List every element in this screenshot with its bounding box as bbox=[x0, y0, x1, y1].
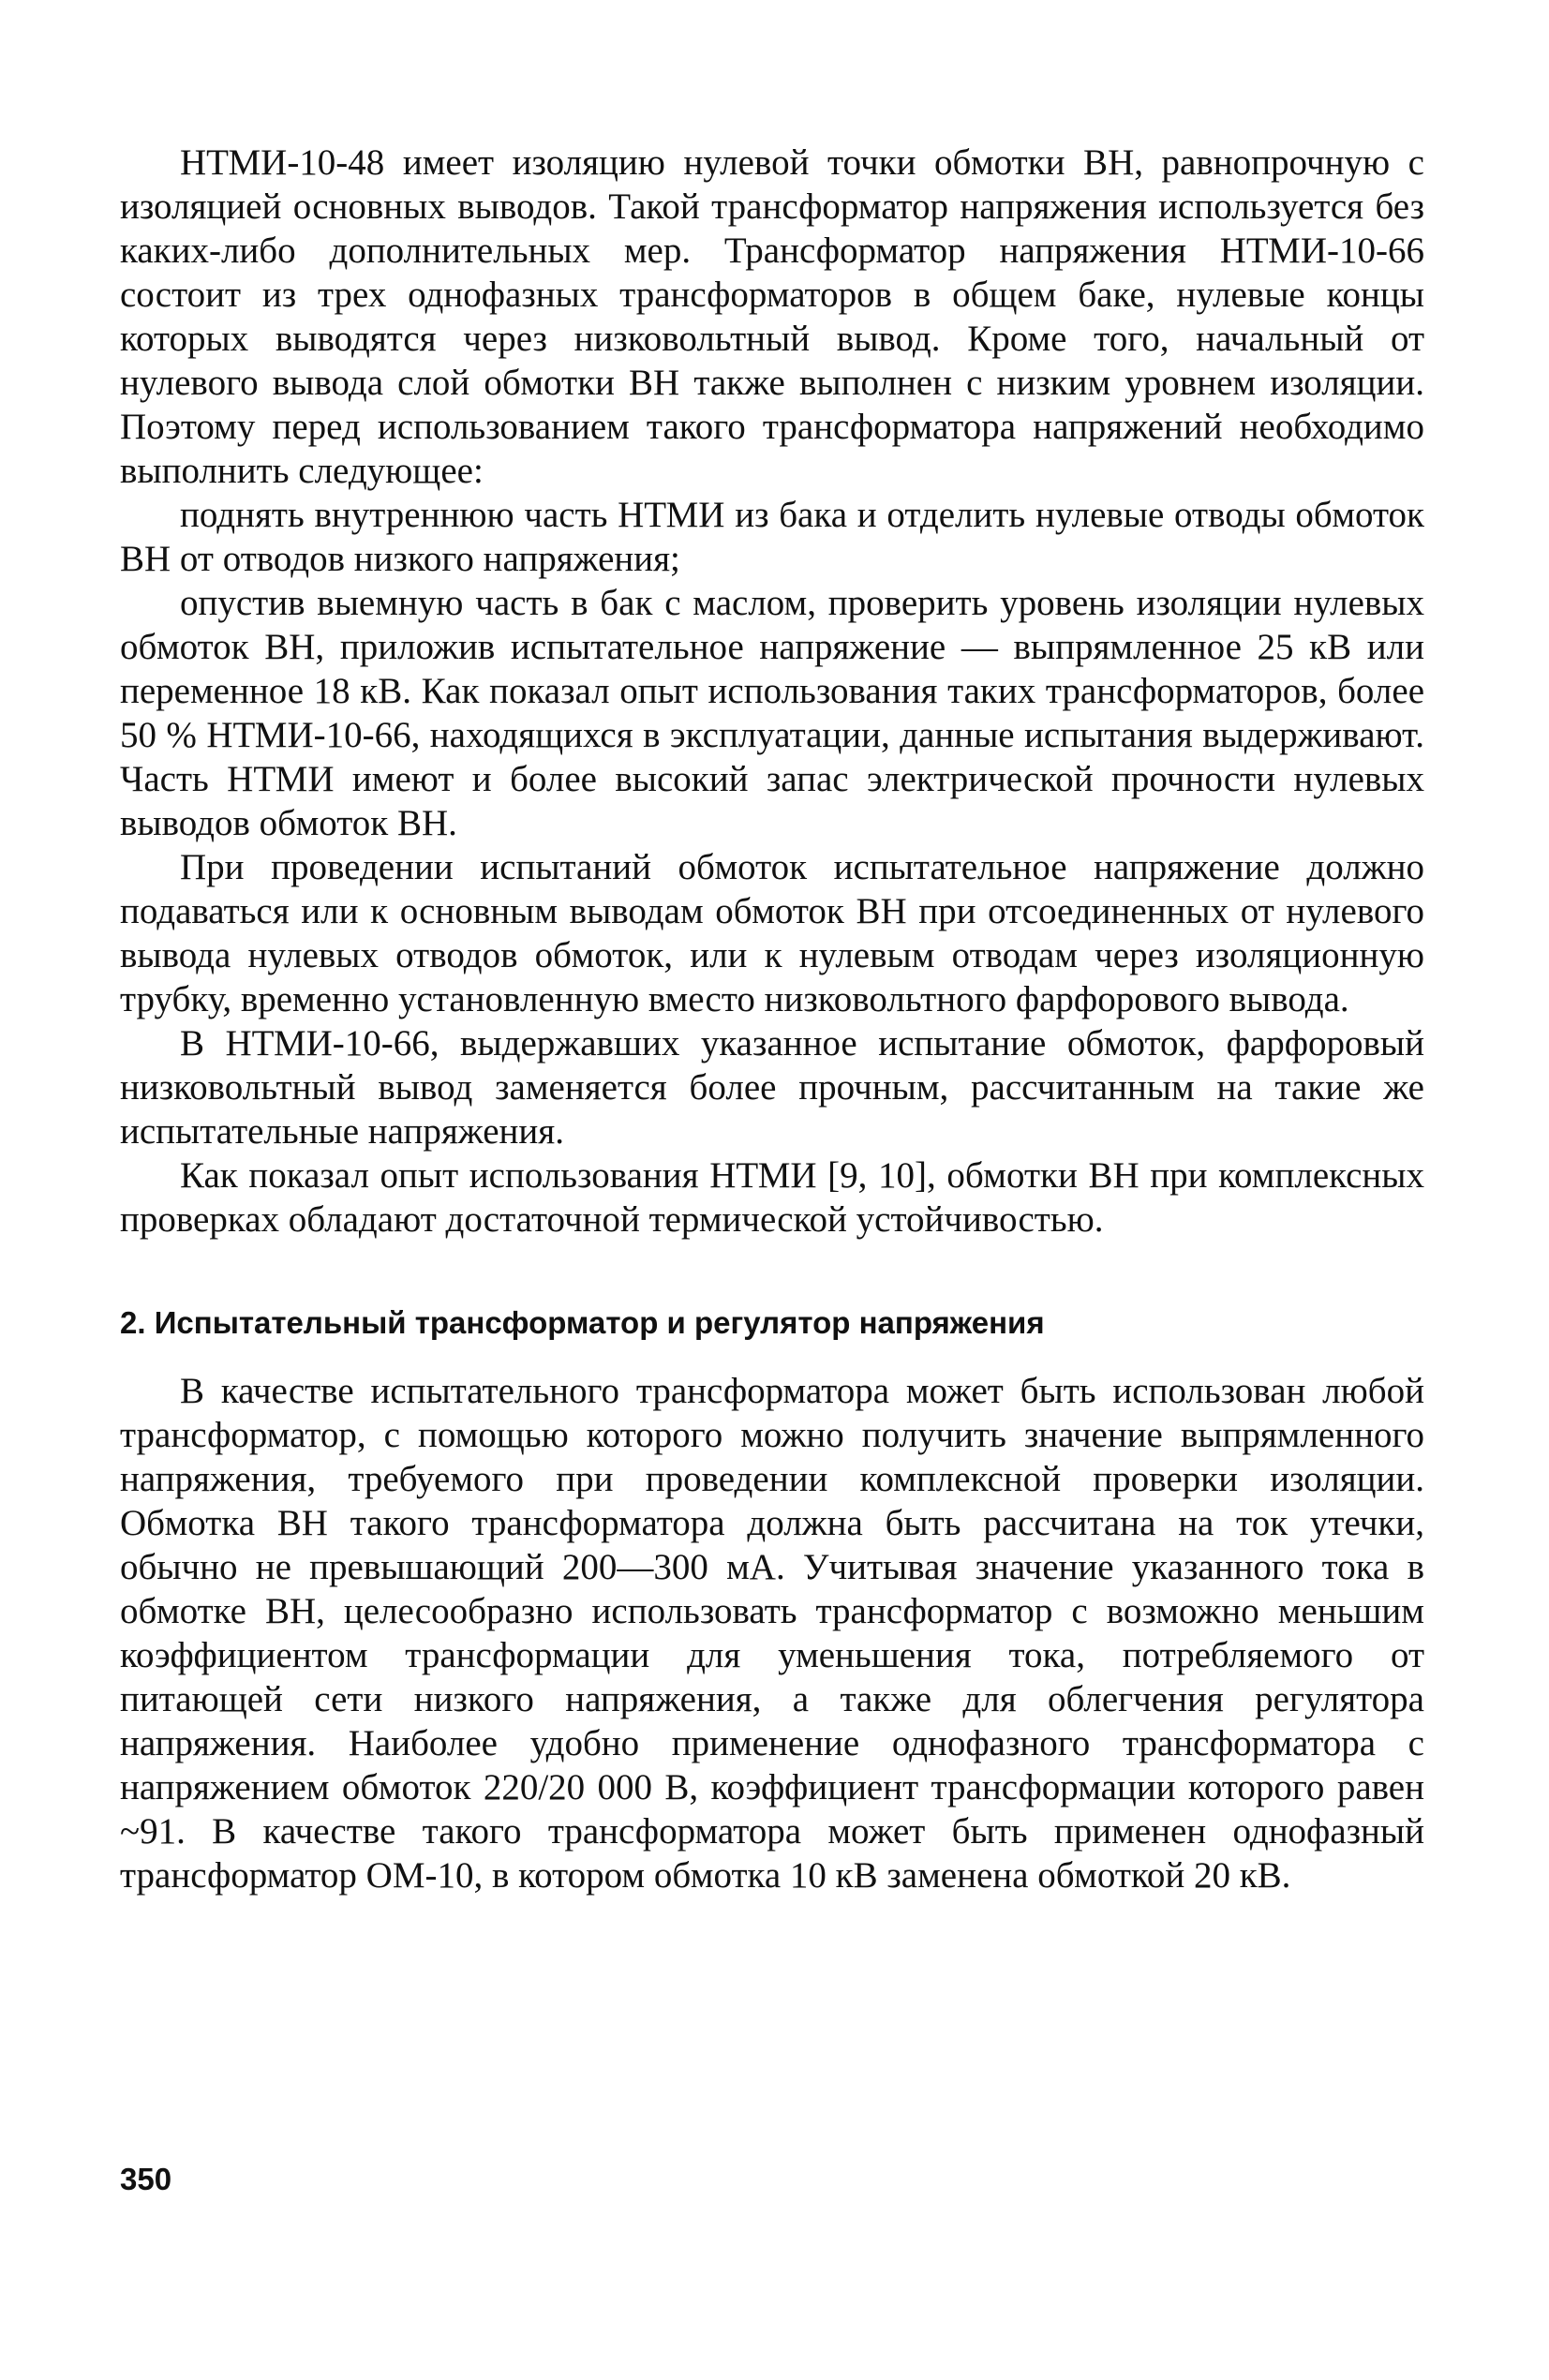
paragraph: НТМИ-10-48 имеет изоляцию нулевой точки обмотки ВН, равнопрочную с изоляцией основных выводов. Такой трансформатор напряжения используется без каких-либо дополнительных мер. Трансформатор напряжения НТМИ-10-66 состоит из трех однофазных трансформаторов в общем баке, нулевые концы которых выводятся через низковольтный вывод. Кроме того, начальный от нулевого вывода слой обмотки ВН также выполнен с низким уровнем изоляции. Поэтому перед использованием такого трансформатора напряжений необходимо выполнить следующее: bbox=[120, 142, 1424, 491]
paragraph: Как показал опыт использования НТМИ [9, 10], обмотки ВН при комплексных проверках обладают достаточной термической устойчивостью. bbox=[120, 1155, 1424, 1240]
page-body bbox=[120, 141, 1424, 1897]
paragraph: В НТМИ-10-66, выдержавших указанное испытание обмоток, фарфоровый низковольтный вывод заменяется более прочным, рассчитанным на такие же испытательные напряжения. bbox=[120, 1023, 1424, 1152]
section-heading: 2. Испытательный трансформатор и регулятор напряжения bbox=[120, 1305, 1045, 1340]
paragraph: В качестве испытательного трансформатора может быть использован любой трансформатор, с помощью которого можно получить значение выпрямленного напряжения, требуемого при проведении комплексной проверки изоляции. Обмотка ВН такого трансформатора должна быть рассчитана на ток утечки, обычно не превышающий 200—300 мА. Учитывая значение указанного тока в обмотке ВН, целесообразно использовать трансформатор с возможно меньшим коэффициентом трансформации для уменьшения тока, потребляемого от питающей сети низкого напряжения, а также для облегчения регулятора напряжения. Наиболее удобно применение однофазного трансформатора с напряжением обмоток 220/20 000 В, коэффициент трансформации которого равен ~91. В качестве такого трансформатора может быть применен однофазный трансформатор ОМ-10, в котором обмотка 10 кВ заменена обмоткой 20 кВ. bbox=[120, 1371, 1424, 1896]
list-item: поднять внутреннюю часть НТМИ из бака и отделить нулевые отводы обмоток ВН от отводов низкого напряжения; bbox=[120, 495, 1424, 579]
page-number: 350 bbox=[120, 2162, 172, 2196]
paragraph: При проведении испытаний обмоток испытательное напряжение должно подаваться или к основным выводам обмоток ВН при отсоединенных от нулевого вывода нулевых отводов обмоток, или к нулевым отводам через изоляционную трубку, временно установленную вместо низковольтного фарфорового вывода. bbox=[120, 847, 1424, 1019]
list-item: опустив выемную часть в бак с маслом, проверить уровень изоляции нулевых обмоток ВН, приложив испытательное напряжение — выпрямленное 25 кВ или переменное 18 кВ. Как показал опыт использования таких трансформаторов, более 50 % НТМИ-10-66, находящихся в эксплуатации, данные испытания выдерживают. Часть НТМИ имеют и более высокий запас электрической прочности нулевых выводов обмоток ВН. bbox=[120, 583, 1424, 843]
